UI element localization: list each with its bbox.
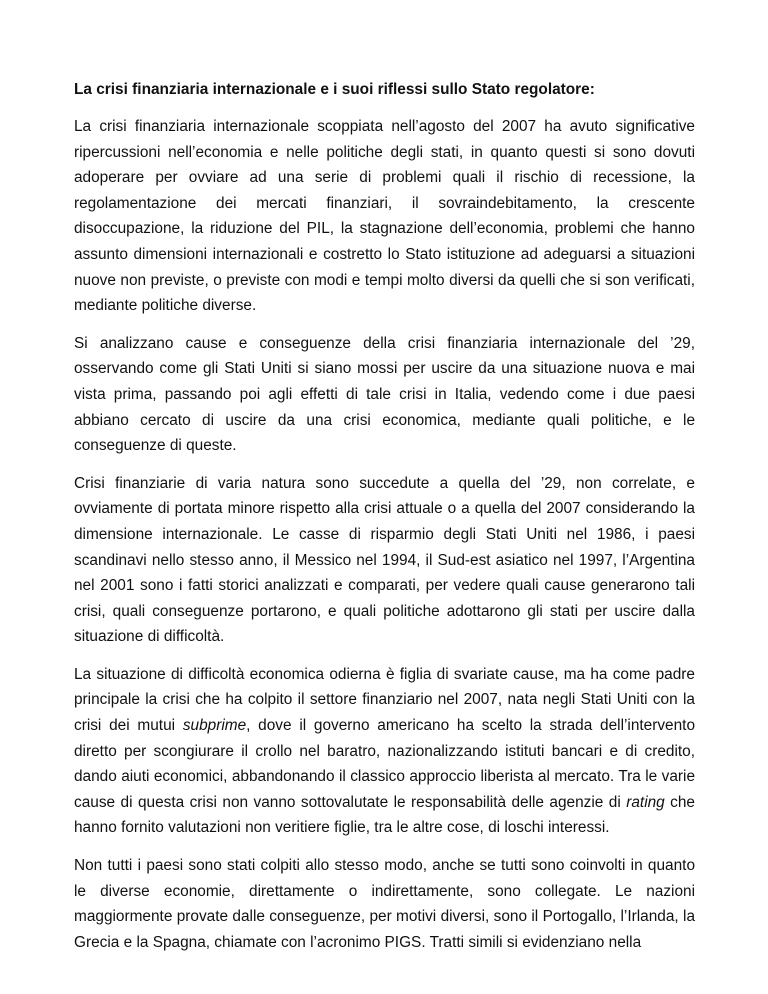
paragraph-5-text: Non tutti i paesi sono stati colpiti allo stesso modo, anche se tutti sono coinvolti in quanto le diverse economie, direttamente o indirettamente, sono collegate. Le nazioni maggiormente provate dalle conseguenze, per motivi diversi, sono il Portogallo, l’Irlanda, la Grecia e la Spagna, chiamate con l’acronimo PIGS. Tratti simili si evidenziano nella xyxy=(74,857,695,951)
term-subprime: subprime xyxy=(182,717,247,735)
paragraph-1 xyxy=(74,114,695,319)
paragraph-5 xyxy=(74,853,695,955)
paragraph-3 xyxy=(74,471,695,650)
paragraph-4 xyxy=(74,662,695,841)
paragraph-4-text-b: , dove il governo americano ha scelto la strada dell’intervento diretto per scongiurare il crollo nel baratro, nazionalizzando istituti bancari e di credito, dando aiuti economici, abbandonando il classico approccio liberista al mercato. Tra le varie cause di questa crisi non vanno sottovalutate le responsabilità delle agenzie di xyxy=(74,717,696,811)
document-page xyxy=(74,80,695,967)
paragraph-4-text-a: La situazione di difficoltà economica odierna è figlia di svariate cause, ma ha come padre principale la crisi che ha colpito il settore finanziario nel 2007, nata negli Stati Uniti con la crisi dei mutui xyxy=(74,665,695,735)
paragraph-4-text-c: che hanno fornito valutazioni non veritiere figlie, tra le altre cose, di loschi interessi. xyxy=(74,793,695,837)
paragraph-2 xyxy=(74,331,695,459)
paragraph-1-text: La crisi finanziaria internazionale scoppiata nell’agosto del 2007 ha avuto significative ripercussioni nell’economia e nelle politiche degli stati, in quanto questi si sono dovuti adoperare per ovviare ad una serie di problemi quali il rischio di recessione, la regolamentazione dei mercati finanziari, il sovraindebitamento, la crescente disoccupazione, la riduzione del PIL, la stagnazione dell’economia, problemi che hanno assunto dimensioni internazionali e costretto lo Stato istituzione ad adeguarsi a situazioni nuove non previste, o previste con modi e tempi molto diversi da quelli che si son verificati, mediante politiche diverse. xyxy=(74,118,695,315)
document-title: La crisi finanziaria internazionale e i suoi riflessi sullo Stato regolatore: xyxy=(74,81,595,98)
paragraph-2-text: Si analizzano cause e conseguenze della crisi finanziaria internazionale del ’29, osservando come gli Stati Uniti si siano mossi per uscire da una situazione nuova e mai vista prima, passando poi agli effetti di tale crisi in Italia, vedendo come i due paesi abbiano cercato di uscire da una crisi economica, mediante quali politiche, e le conseguenze di queste. xyxy=(74,334,695,455)
term-rating: rating xyxy=(626,793,665,811)
paragraph-3-text: Crisi finanziarie di varia natura sono succedute a quella del ’29, non correlate, e ovviamente di portata minore rispetto alla crisi attuale o a quella del 2007 considerando la dimensione internazionale. Le casse di risparmio degli Stati Uniti nel 1986, i paesi scandinavi nello stesso anno, il Messico nel 1994, il Sud-est asiatico nel 1997, l’Argentina nel 2001 sono i fatti storici analizzati e comparati, per vedere quali cause generarono tali crisi, quali conseguenze portarono, e quali politiche adottarono gli stati per uscire dalla situazione di difficoltà. xyxy=(74,474,695,646)
